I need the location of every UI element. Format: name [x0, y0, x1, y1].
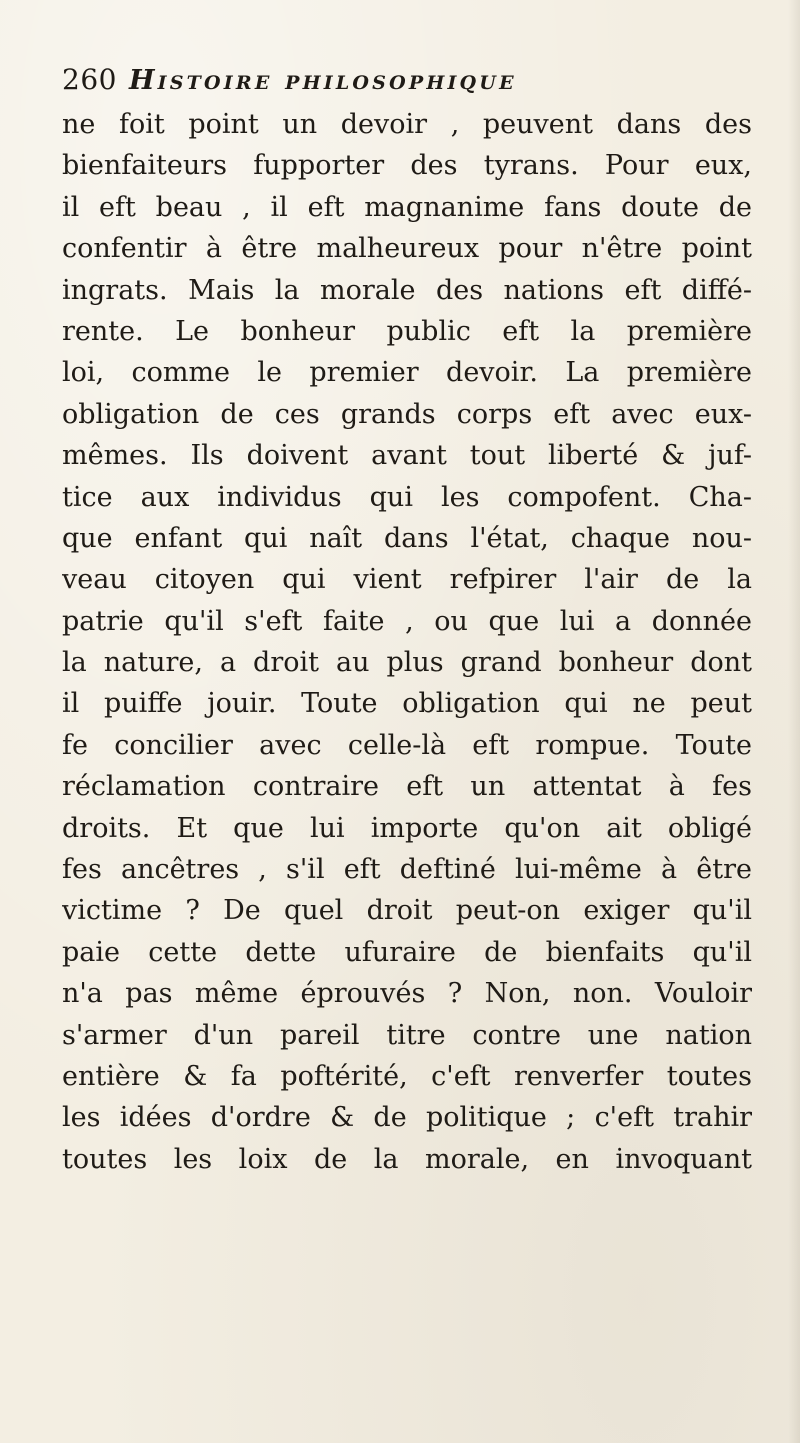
- text-line: victime ? De quel droit peut-on exiger qu'il: [62, 895, 752, 927]
- text-line: entière & fa poftérité, c'eft renverfer toutes: [62, 1060, 752, 1092]
- text-line: ne foit point un devoir , peuvent dans des: [62, 109, 752, 140]
- text-line: droits. Et que lui importe qu'on ait obligé: [62, 812, 752, 844]
- text-line: paie cette dette ufuraire de bienfaits qu'il: [62, 936, 752, 968]
- text-line: confentir à être malheureux pour n'être point: [62, 233, 752, 265]
- text-line: tice aux individus qui les compofent. Cha-: [62, 481, 752, 513]
- text-line: loi, comme le premier devoir. La première: [62, 357, 752, 389]
- page-header: [62, 63, 752, 105]
- text-line: que enfant qui naît dans l'état, chaque nou-: [62, 522, 752, 554]
- text-line: les idées d'ordre & de politique ; c'eft trahir: [62, 1102, 752, 1134]
- text-line: n'a pas même éprouvés ? Non, non. Vouloir: [62, 978, 752, 1010]
- page-number: 260: [62, 63, 117, 96]
- text-line: réclamation contraire eft un attentat à fes: [62, 771, 752, 803]
- text-line: il eft beau , il eft magnanime fans doute de: [62, 191, 752, 223]
- text-line: rente. Le bonheur public eft la première: [62, 315, 752, 347]
- text-line: toutes les loix de la morale, en invoquant: [62, 1143, 752, 1175]
- running-title: Histoire philosophique: [128, 65, 517, 96]
- text-line: veau citoyen qui vient refpirer l'air de la: [62, 564, 752, 596]
- text-line: ingrats. Mais la morale des nations eft diffé-: [62, 274, 752, 306]
- text-line: fe concilier avec celle-là eft rompue. Toute: [62, 729, 752, 761]
- text-line: fes ancêtres , s'il eft deftiné lui-même à être: [62, 854, 752, 886]
- text-line: obligation de ces grands corps eft avec eux-: [62, 398, 752, 430]
- text-line: il puiffe jouir. Toute obligation qui ne peut: [62, 688, 752, 720]
- text-line: la nature, a droit au plus grand bonheur dont: [62, 647, 752, 679]
- text-line: bienfaiteurs fupporter des tyrans. Pour eux,: [62, 150, 752, 182]
- text-line: patrie qu'il s'eft faite , ou que lui a donnée: [62, 605, 752, 637]
- text-line: mêmes. Ils doivent avant tout liberté & juf-: [62, 440, 752, 472]
- text-line: s'armer d'un pareil titre contre une nation: [62, 1019, 752, 1051]
- body-text: [62, 104, 752, 1180]
- page-edge-shadow: [788, 0, 800, 1443]
